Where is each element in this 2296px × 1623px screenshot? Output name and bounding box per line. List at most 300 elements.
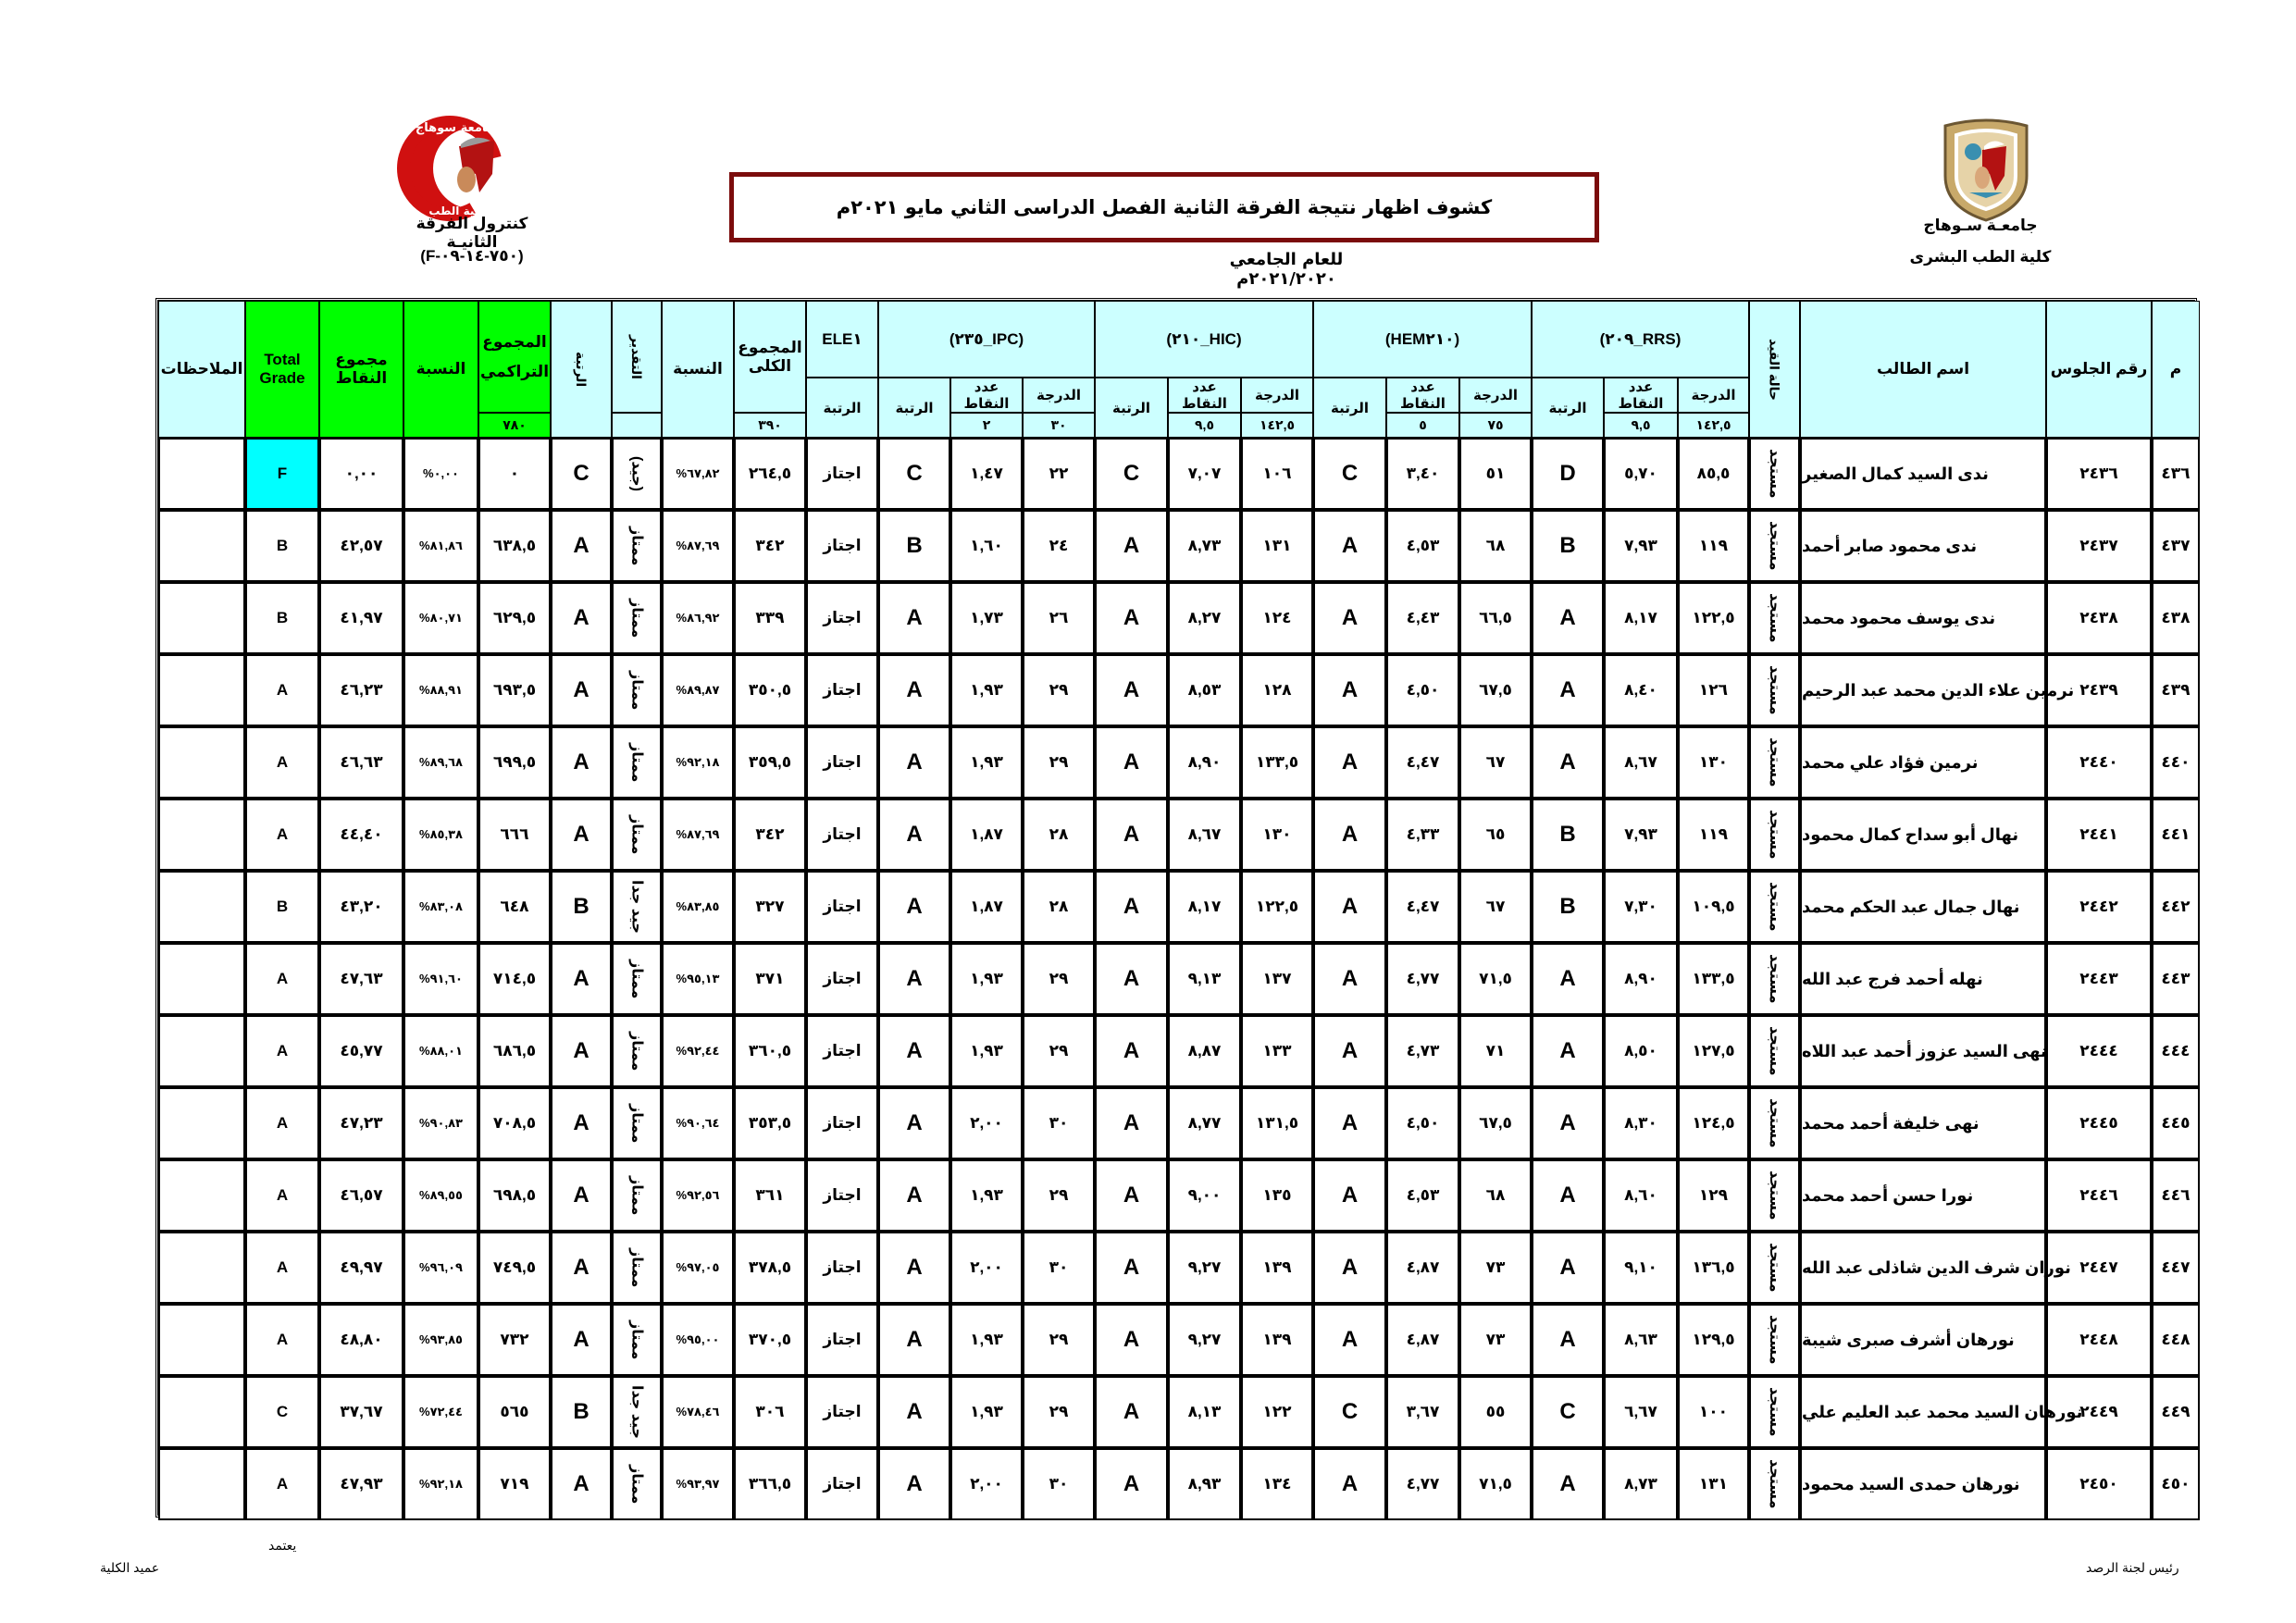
row-hem-points xyxy=(1386,1159,1459,1232)
row-percentage xyxy=(662,582,734,654)
row-elective-text: اجتاز xyxy=(823,1042,862,1059)
row-rank xyxy=(551,1448,612,1520)
row-hem-points xyxy=(1386,1015,1459,1087)
row-percentage xyxy=(662,1376,734,1448)
row-ipc-points-text: ١,٩٣ xyxy=(970,1331,1003,1348)
row-total-points xyxy=(319,726,403,799)
row-cumulative-total-text: ٦٩٩,٥ xyxy=(492,753,537,771)
row-hic-rank-text: A xyxy=(1123,1471,1140,1496)
row-seat-number-text: ٢٤٤٢ xyxy=(2079,898,2118,915)
row-rrs-rank-text: B xyxy=(1559,822,1576,847)
row-ipc-points-text: ٢,٠٠ xyxy=(970,1114,1003,1132)
row-rank xyxy=(551,799,612,871)
row-ipc-grade xyxy=(1023,1159,1095,1232)
header-subject-max-points xyxy=(1168,413,1241,438)
row-hic-points xyxy=(1168,510,1241,582)
row-hic-grade-text: ١٣٠ xyxy=(1262,825,1292,843)
header-serial-text: م xyxy=(2169,360,2182,378)
header-percentage-text: النسبة xyxy=(673,360,723,378)
row-student-name xyxy=(1800,1232,2071,1304)
row-elective-text: اجتاز xyxy=(823,753,862,771)
university-crest-logo xyxy=(1938,118,2034,222)
row-total-grade-text: A xyxy=(276,825,289,843)
row-rrs-grade xyxy=(1678,1304,1749,1376)
row-total-points-text: ٤٧,٩٣ xyxy=(340,1475,383,1493)
row-hem-grade xyxy=(1459,726,1532,799)
row-hic-points xyxy=(1168,1159,1241,1232)
row-student-name xyxy=(1800,582,2046,654)
row-total-points xyxy=(319,1087,403,1159)
row-hic-rank xyxy=(1095,943,1168,1015)
row-student-name-text: نهال أبو سداح كمال محمود xyxy=(1802,824,2019,844)
row-serial-text: ٤٤٧ xyxy=(2161,1258,2191,1276)
row-total-text: ٣٤٢ xyxy=(755,825,785,843)
row-rrs-points xyxy=(1604,1015,1678,1087)
row-ipc-grade-text: ٢٨ xyxy=(1049,898,1069,915)
row-cumulative-total-text: ٦٤٨ xyxy=(500,898,529,915)
row-ipc-points xyxy=(950,654,1023,726)
row-rrs-rank-text: A xyxy=(1559,966,1576,991)
row-rrs-rank xyxy=(1532,582,1604,654)
row-student-name-text: نوران شرف الدين شاذلى عبد الله xyxy=(1802,1258,2071,1277)
row-hem-grade-text: ٥٥ xyxy=(1485,1403,1506,1420)
row-ipc-rank-text: A xyxy=(906,1038,923,1063)
row-hem-grade xyxy=(1459,1376,1532,1448)
header-subject-rank xyxy=(1313,378,1386,438)
header-elective-rank xyxy=(806,378,878,438)
row-hic-grade-text: ١٢٨ xyxy=(1262,681,1292,699)
row-rrs-points-text: ٧,٩٣ xyxy=(1624,825,1657,843)
row-cumulative-total-text: ٦٣٨,٥ xyxy=(492,537,537,554)
row-appreciation-text: ممتاز xyxy=(628,1247,645,1288)
row-rrs-rank xyxy=(1532,1304,1604,1376)
row-rrs-rank xyxy=(1532,943,1604,1015)
row-total-points-text: ٤٨,٨٠ xyxy=(340,1331,383,1348)
row-total-text: ٣٦١ xyxy=(755,1186,785,1204)
header-subject-grade xyxy=(1023,378,1095,413)
row-hic-grade-text: ١٢٤ xyxy=(1262,609,1292,626)
row-hem-grade xyxy=(1459,1159,1532,1232)
row-hem-rank xyxy=(1313,510,1386,582)
row-total-points-text: ٤٢,٥٧ xyxy=(340,537,383,554)
row-total-grade xyxy=(245,1304,319,1376)
row-percentage xyxy=(662,1232,734,1304)
row-enrollment-status-text: مستجد xyxy=(1767,737,1782,787)
row-hem-rank xyxy=(1313,1087,1386,1159)
row-rrs-points-text: ٨,٦٠ xyxy=(1624,1186,1657,1204)
row-notes xyxy=(158,1087,245,1159)
row-cumulative-percentage-text: %٩٠,٨٣ xyxy=(419,1116,463,1130)
header-appreciation xyxy=(612,301,662,413)
row-cumulative-percentage-text: %٩٣,٨٥ xyxy=(419,1332,463,1346)
row-rank-text: A xyxy=(573,677,590,702)
row-ipc-grade xyxy=(1023,438,1095,510)
row-hem-rank xyxy=(1313,438,1386,510)
header-enrollment-status-text: حالة القيد xyxy=(1767,338,1782,401)
row-enrollment-status-text: مستجد xyxy=(1767,1098,1782,1148)
row-serial-text: ٤٤٠ xyxy=(2161,753,2191,771)
row-ipc-grade-text: ٣٠ xyxy=(1049,1475,1069,1493)
row-total-grade-text: A xyxy=(276,1475,289,1493)
row-total-points-text: ٤١,٩٧ xyxy=(340,609,383,626)
row-rrs-rank xyxy=(1532,1232,1604,1304)
row-hem-points-text: ٤,٧٧ xyxy=(1406,1475,1440,1493)
row-hic-points-text: ٩,٢٧ xyxy=(1187,1331,1222,1348)
row-appreciation xyxy=(612,943,662,1015)
row-notes xyxy=(158,871,245,943)
row-notes xyxy=(158,438,245,510)
row-total-grade xyxy=(245,871,319,943)
header-subject-max-grade-text: ٧٥ xyxy=(1487,417,1504,432)
row-rrs-rank-text: A xyxy=(1559,750,1576,774)
header-subject-max-points-text: ٩,٥ xyxy=(1631,417,1651,432)
row-total-grade-text: A xyxy=(276,970,289,987)
row-rrs-grade xyxy=(1678,582,1749,654)
row-hic-rank xyxy=(1095,510,1168,582)
row-hic-points-text: ٨,٥٣ xyxy=(1187,681,1222,699)
row-ipc-rank xyxy=(878,1232,950,1304)
row-student-name-text: ندى يوسف محمود محمد xyxy=(1802,608,1996,627)
row-hic-grade-text: ١٣١ xyxy=(1262,537,1292,554)
row-total-grade-text: B xyxy=(276,609,289,626)
header-enrollment-status xyxy=(1749,301,1800,438)
row-hic-grade-text: ١٣٣ xyxy=(1262,1042,1292,1059)
row-total-grade-text: A xyxy=(276,1042,289,1059)
row-hem-grade xyxy=(1459,1304,1532,1376)
row-appreciation-text: ممتاز xyxy=(628,1103,645,1144)
row-hic-grade-text: ١٣٧ xyxy=(1262,970,1292,987)
row-seat-number xyxy=(2046,726,2152,799)
row-hem-points xyxy=(1386,871,1459,943)
row-appreciation-text: ممتاز xyxy=(628,959,645,999)
row-appreciation-text: جيد جدا xyxy=(628,879,645,934)
row-cumulative-percentage-text: %٩١,٦٠ xyxy=(419,972,463,985)
row-ipc-grade xyxy=(1023,582,1095,654)
row-ipc-grade xyxy=(1023,1304,1095,1376)
row-serial xyxy=(2152,1304,2200,1376)
row-total-grade-text: A xyxy=(276,681,289,699)
row-rrs-points-text: ٧,٣٠ xyxy=(1624,898,1657,915)
row-hic-grade xyxy=(1241,1448,1313,1520)
row-total-text: ٣٧٨,٥ xyxy=(748,1258,792,1276)
row-total-points xyxy=(319,1376,403,1448)
row-total-text: ٢٦٤,٥ xyxy=(748,465,792,482)
header-total-max-text: ٣٩٠ xyxy=(758,417,782,432)
row-hem-rank xyxy=(1313,799,1386,871)
header-subject-points-text: عدد النقاط xyxy=(1182,379,1227,412)
row-percentage xyxy=(662,726,734,799)
row-rrs-points-text: ٨,٩٠ xyxy=(1624,970,1657,987)
header-subject-max-points-text: ٩,٥ xyxy=(1195,417,1214,432)
row-elective xyxy=(806,1376,878,1448)
row-ipc-grade-text: ٢٤ xyxy=(1049,537,1069,554)
row-hem-points xyxy=(1386,510,1459,582)
row-ipc-rank xyxy=(878,1087,950,1159)
row-cumulative-percentage-text: %٨٩,٦٨ xyxy=(419,755,463,769)
row-hic-rank xyxy=(1095,438,1168,510)
row-total-grade xyxy=(245,1159,319,1232)
row-seat-number-text: ٢٤٤٣ xyxy=(2079,970,2118,987)
row-hem-points-text: ٤,٥٣ xyxy=(1406,1186,1440,1204)
row-cumulative-percentage xyxy=(403,726,478,799)
row-enrollment-status xyxy=(1749,1159,1800,1232)
row-cumulative-percentage xyxy=(403,1304,478,1376)
row-hem-rank-text: A xyxy=(1341,1038,1359,1063)
row-elective xyxy=(806,438,878,510)
row-percentage-text: %٩٢,٥٦ xyxy=(676,1188,720,1202)
row-hic-points-text: ٨,٩٣ xyxy=(1187,1475,1222,1493)
row-hem-grade-text: ٧٣ xyxy=(1485,1331,1506,1348)
row-hem-grade-text: ٦٧ xyxy=(1485,753,1506,771)
row-total-points-text: ٤٧,٦٣ xyxy=(340,970,383,987)
row-rrs-rank-text: D xyxy=(1559,461,1576,486)
row-total xyxy=(734,871,806,943)
row-elective-text: اجتاز xyxy=(823,970,862,987)
row-hem-grade-text: ٥١ xyxy=(1485,465,1506,482)
row-appreciation xyxy=(612,510,662,582)
row-seat-number-text: ٢٤٤٦ xyxy=(2079,1186,2118,1204)
row-student-name-text: نهله أحمد فرج عبد الله xyxy=(1802,969,1983,988)
row-percentage xyxy=(662,943,734,1015)
row-ipc-points xyxy=(950,871,1023,943)
row-hem-points xyxy=(1386,582,1459,654)
row-ipc-points xyxy=(950,1015,1023,1087)
row-appreciation xyxy=(612,1087,662,1159)
row-rrs-grade xyxy=(1678,1087,1749,1159)
row-hem-grade xyxy=(1459,438,1532,510)
row-ipc-rank xyxy=(878,1159,950,1232)
row-hem-grade-text: ٦٧,٥ xyxy=(1479,1114,1512,1132)
row-hem-rank-text: A xyxy=(1341,533,1359,558)
row-rrs-grade xyxy=(1678,1376,1749,1448)
header-cumulative-total-label-line2: التراكمي xyxy=(479,362,550,380)
row-hic-rank-text: A xyxy=(1123,605,1140,630)
row-rrs-rank xyxy=(1532,1015,1604,1087)
row-hic-rank xyxy=(1095,1448,1168,1520)
row-notes xyxy=(158,510,245,582)
row-rrs-grade-text: ١٠٠ xyxy=(1698,1403,1729,1420)
header-elective-code xyxy=(806,301,878,378)
row-rrs-grade-text: ١١٩ xyxy=(1698,825,1729,843)
row-rrs-grade-text: ١١٩ xyxy=(1698,537,1729,554)
row-total-grade-text: B xyxy=(276,537,289,554)
row-ipc-rank-text: A xyxy=(906,966,923,991)
row-cumulative-percentage-text: %٨٨,٩١ xyxy=(419,683,463,697)
row-rrs-grade xyxy=(1678,1232,1749,1304)
row-hic-rank xyxy=(1095,799,1168,871)
row-ipc-rank xyxy=(878,943,950,1015)
row-ipc-grade-text: ٣٠ xyxy=(1049,1258,1069,1276)
row-hem-grade-text: ٧١,٥ xyxy=(1479,970,1512,987)
row-serial xyxy=(2152,1376,2200,1448)
row-ipc-rank xyxy=(878,1015,950,1087)
row-serial xyxy=(2152,871,2200,943)
row-total-grade-text: A xyxy=(276,1258,289,1276)
row-hic-grade xyxy=(1241,726,1313,799)
row-elective-text: اجتاز xyxy=(823,898,862,915)
row-rank-text: A xyxy=(573,822,590,847)
row-percentage-text: %٨٦,٩٢ xyxy=(676,611,720,625)
row-cumulative-percentage xyxy=(403,1376,478,1448)
row-rank xyxy=(551,1304,612,1376)
row-serial-text: ٤٤٨ xyxy=(2161,1331,2191,1348)
row-hem-grade-text: ٧١,٥ xyxy=(1479,1475,1512,1493)
row-rank xyxy=(551,654,612,726)
row-student-name xyxy=(1800,1448,2046,1520)
row-rrs-points-text: ٨,٥٠ xyxy=(1624,1042,1657,1059)
header-subject-grade-text: الدرجة xyxy=(1473,388,1518,403)
header-subject-points xyxy=(1386,378,1459,413)
row-rank xyxy=(551,943,612,1015)
row-rank-text: A xyxy=(573,605,590,630)
row-hem-rank xyxy=(1313,1232,1386,1304)
row-rrs-grade xyxy=(1678,871,1749,943)
row-hem-rank-text: A xyxy=(1341,966,1359,991)
row-rrs-rank xyxy=(1532,438,1604,510)
row-hem-grade-text: ٦٦,٥ xyxy=(1479,609,1512,626)
row-total xyxy=(734,943,806,1015)
row-ipc-grade xyxy=(1023,871,1095,943)
header-subject-points xyxy=(1604,378,1678,413)
row-enrollment-status xyxy=(1749,1015,1800,1087)
row-student-name-text: نهى السيد عزوز أحمد عبد اللاه xyxy=(1802,1041,2047,1060)
row-ipc-points xyxy=(950,438,1023,510)
row-percentage-text: %٩٠,٦٤ xyxy=(676,1116,720,1130)
row-serial xyxy=(2152,1087,2200,1159)
row-hic-points xyxy=(1168,582,1241,654)
row-ipc-rank xyxy=(878,1376,950,1448)
row-rrs-points-text: ٦,٦٧ xyxy=(1624,1403,1657,1420)
row-total-points xyxy=(319,943,403,1015)
row-total-grade xyxy=(245,438,319,510)
row-hic-points-text: ٨,١٣ xyxy=(1187,1403,1222,1420)
row-elective-text: اجتاز xyxy=(823,537,862,554)
row-hem-points xyxy=(1386,1304,1459,1376)
row-total-text: ٣٤٢ xyxy=(755,537,785,554)
row-rrs-points xyxy=(1604,1087,1678,1159)
row-elective-text: اجتاز xyxy=(823,681,862,699)
row-rrs-points xyxy=(1604,582,1678,654)
row-total-text: ٣٥٣,٥ xyxy=(748,1114,792,1132)
row-ipc-rank xyxy=(878,510,950,582)
row-ipc-rank-text: A xyxy=(906,1399,923,1424)
committee-head-label: رئيس لجنة الرصد xyxy=(2086,1560,2179,1575)
row-hic-grade-text: ١٣٩ xyxy=(1262,1258,1292,1276)
row-ipc-grade-text: ٢٩ xyxy=(1049,753,1069,771)
row-total-grade-text: F xyxy=(277,465,288,482)
row-serial-text: ٤٤٢ xyxy=(2161,898,2191,915)
row-ipc-rank xyxy=(878,871,950,943)
header-cumulative-total xyxy=(478,301,551,413)
row-rrs-rank xyxy=(1532,871,1604,943)
header-subject-rank-text: الرتبة xyxy=(895,400,934,416)
row-ipc-rank-text: A xyxy=(906,1327,923,1352)
row-rrs-rank xyxy=(1532,510,1604,582)
row-cumulative-percentage xyxy=(403,1448,478,1520)
row-hem-grade xyxy=(1459,582,1532,654)
row-hic-rank-text: A xyxy=(1123,822,1140,847)
row-ipc-rank xyxy=(878,438,950,510)
row-rank-text: A xyxy=(573,1110,590,1135)
header-subject-code xyxy=(1532,301,1749,378)
row-seat-number xyxy=(2046,438,2152,510)
row-rrs-grade xyxy=(1678,510,1749,582)
row-ipc-grade xyxy=(1023,943,1095,1015)
row-appreciation xyxy=(612,654,662,726)
row-ipc-grade xyxy=(1023,1376,1095,1448)
row-hic-grade-text: ١٣٥ xyxy=(1262,1186,1292,1204)
row-enrollment-status xyxy=(1749,1448,1800,1520)
row-seat-number xyxy=(2046,510,2152,582)
row-elective-text: اجتاز xyxy=(823,1114,862,1132)
row-cumulative-total xyxy=(478,726,551,799)
row-total-points-text: ٤٥,٧٧ xyxy=(340,1042,383,1059)
row-total xyxy=(734,438,806,510)
row-student-name xyxy=(1800,1087,2046,1159)
row-hic-rank-text: A xyxy=(1123,533,1140,558)
row-hem-grade xyxy=(1459,1015,1532,1087)
row-elective-text: اجتاز xyxy=(823,609,862,626)
row-cumulative-total-text: ٥٦٥ xyxy=(500,1403,529,1420)
row-rank-text: A xyxy=(573,533,590,558)
form-code: (F-٧٥٠-١٤-٠٩) xyxy=(420,247,524,265)
row-hem-points xyxy=(1386,1087,1459,1159)
row-enrollment-status-text: مستجد xyxy=(1767,593,1782,643)
row-student-name-text: ندى السيد كمال الصغير xyxy=(1802,464,1989,483)
row-rrs-points xyxy=(1604,654,1678,726)
row-notes xyxy=(158,1015,245,1087)
row-total-text: ٣٧١ xyxy=(755,970,785,987)
row-hic-rank-text: A xyxy=(1123,750,1140,774)
row-ipc-rank-text: C xyxy=(906,461,923,486)
row-hic-points-text: ٧,٠٧ xyxy=(1187,465,1222,482)
row-serial xyxy=(2152,582,2200,654)
row-rrs-rank xyxy=(1532,1448,1604,1520)
row-ipc-grade xyxy=(1023,799,1095,871)
row-serial xyxy=(2152,1015,2200,1087)
row-ipc-points-text: ٢,٠٠ xyxy=(970,1475,1003,1493)
row-ipc-rank-text: A xyxy=(906,1471,923,1496)
row-notes xyxy=(158,1448,245,1520)
row-seat-number xyxy=(2046,1304,2152,1376)
row-total-text: ٣٦٠,٥ xyxy=(748,1042,792,1059)
row-total-text: ٣٧٠,٥ xyxy=(748,1331,792,1348)
row-rank xyxy=(551,871,612,943)
row-hic-rank-text: A xyxy=(1123,1183,1140,1208)
row-appreciation-text: ممتاز xyxy=(628,1464,645,1505)
row-elective xyxy=(806,1015,878,1087)
header-subject-max-grade xyxy=(1241,413,1313,438)
row-hem-points xyxy=(1386,726,1459,799)
row-cumulative-total xyxy=(478,1376,551,1448)
row-serial-text: ٤٣٦ xyxy=(2161,465,2191,482)
row-hic-points-text: ٨,٧٣ xyxy=(1187,537,1222,554)
row-ipc-rank-text: A xyxy=(906,894,923,919)
row-rank-text: A xyxy=(573,1183,590,1208)
row-serial-text: ٤٣٩ xyxy=(2161,681,2191,699)
row-seat-number xyxy=(2046,799,2152,871)
row-hem-grade-text: ٦٥ xyxy=(1485,825,1506,843)
row-hem-rank xyxy=(1313,1304,1386,1376)
row-enrollment-status-text: مستجد xyxy=(1767,665,1782,715)
row-elective xyxy=(806,1232,878,1304)
header-subject-max-points xyxy=(950,413,1023,438)
row-hic-rank xyxy=(1095,1232,1168,1304)
row-total-grade xyxy=(245,943,319,1015)
row-hem-points xyxy=(1386,1448,1459,1520)
row-enrollment-status xyxy=(1749,799,1800,871)
row-hem-rank xyxy=(1313,582,1386,654)
